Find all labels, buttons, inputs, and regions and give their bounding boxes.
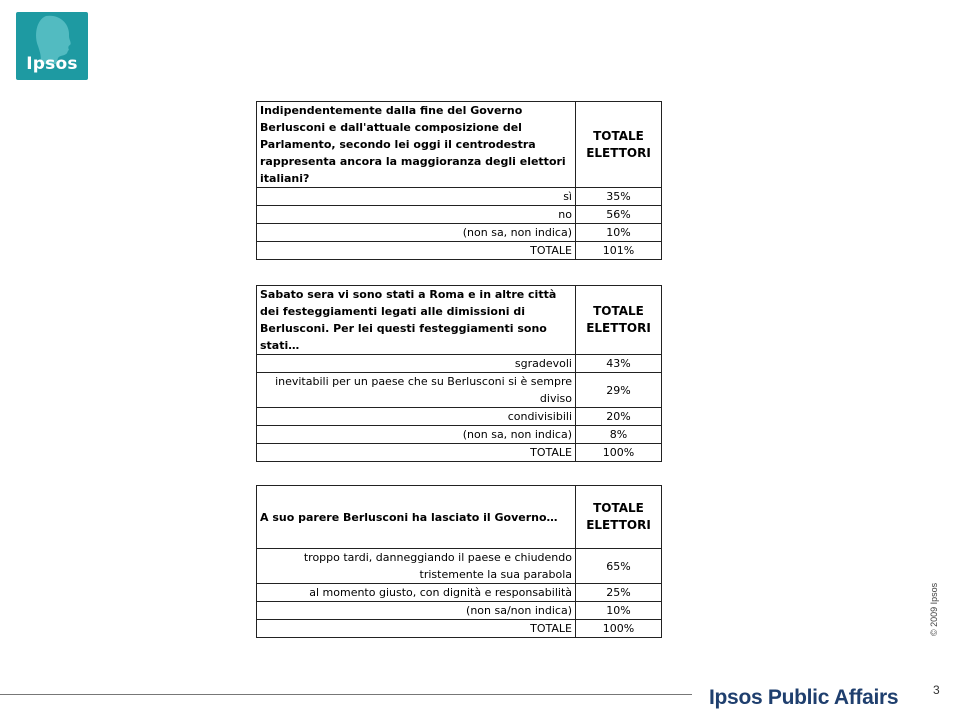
row-value: 56% (576, 206, 662, 224)
total-label: TOTALE (257, 444, 576, 462)
ipsos-logo (16, 12, 88, 80)
question-text: Indipendentemente dalla fine del Governo Berlusconi e dall'attuale composizione del Parlamento, secondo lei oggi il centrodestra rappresenta ancora la maggioranza degli elettori italiani? (257, 102, 576, 188)
column-header: TOTALE ELETTORI (576, 102, 662, 188)
row-value: 8% (576, 426, 662, 444)
footer-divider (0, 694, 692, 695)
footer-brand: Ipsos Public Affairs (709, 686, 899, 709)
row-value: 65% (576, 549, 662, 584)
column-header: TOTALE ELETTORI (576, 286, 662, 355)
row-label: condivisibili (257, 408, 576, 426)
page-number: 3 (933, 683, 940, 697)
survey-table-centrodestra (256, 101, 662, 260)
row-label: no (257, 206, 576, 224)
row-label: (non sa, non indica) (257, 426, 576, 444)
total-label: TOTALE (257, 242, 576, 260)
question-text: Sabato sera vi sono stati a Roma e in altre città dei festeggiamenti legati alle dimissioni di Berlusconi. Per lei questi festeggiamenti sono stati… (257, 286, 576, 355)
row-label: al momento giusto, con dignità e responsabilità (257, 584, 576, 602)
row-value: 25% (576, 584, 662, 602)
row-label: (non sa, non indica) (257, 224, 576, 242)
row-value: 10% (576, 602, 662, 620)
copyright-notice: © 2009 Ipsos (929, 582, 939, 636)
row-value: 43% (576, 355, 662, 373)
row-label: troppo tardi, danneggiando il paese e chiudendo tristemente la sua parabola (257, 549, 576, 584)
total-value: 100% (576, 620, 662, 638)
row-value: 20% (576, 408, 662, 426)
row-label: sì (257, 188, 576, 206)
logo-text: Ipsos (26, 54, 78, 74)
survey-table-governo (256, 485, 662, 638)
survey-table-festeggiamenti (256, 285, 662, 462)
total-value: 101% (576, 242, 662, 260)
row-value: 29% (576, 373, 662, 408)
row-value: 35% (576, 188, 662, 206)
row-label: inevitabili per un paese che su Berlusconi si è sempre diviso (257, 373, 576, 408)
column-header: TOTALE ELETTORI (576, 486, 662, 549)
question-text: A suo parere Berlusconi ha lasciato il Governo… (257, 486, 576, 549)
row-value: 10% (576, 224, 662, 242)
row-label: sgradevoli (257, 355, 576, 373)
total-value: 100% (576, 444, 662, 462)
row-label: (non sa/non indica) (257, 602, 576, 620)
total-label: TOTALE (257, 620, 576, 638)
